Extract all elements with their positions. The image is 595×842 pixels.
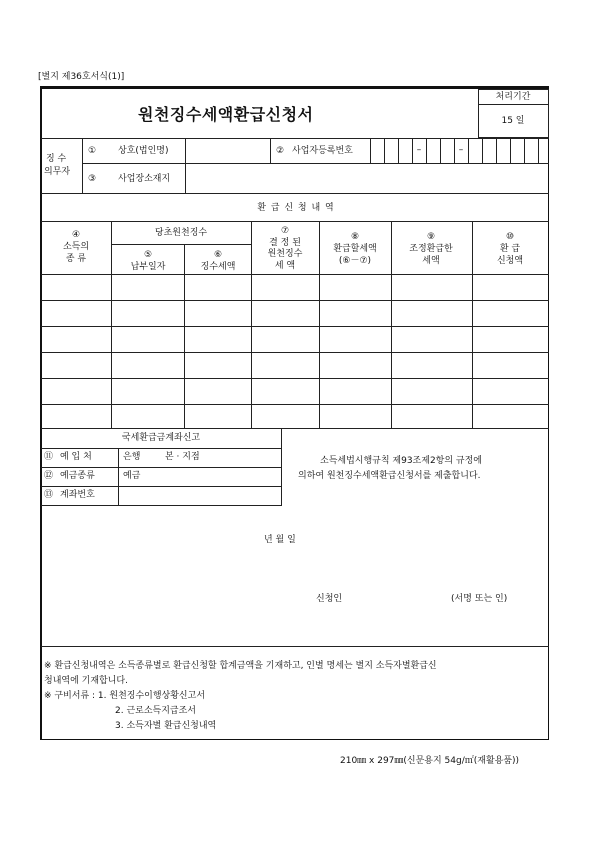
num-2: ② (276, 146, 285, 156)
refund-section-title: 환 급 신 청 내 역 (257, 203, 335, 213)
col-determined-tax: ⑦ 결 정 된 원천징수 세 액 (267, 226, 303, 271)
note-1-line-1: ※ 환급신청내역은 소득종류별로 환급신청할 합계금액을 기재하고, 인별 명세는 별지 소득자별환급신 (44, 661, 437, 671)
paper-spec: 210㎜ x 297㎜(신문용지 54g/㎡(재활용품)) (340, 756, 520, 766)
deposit-type-label: 예금종류 (60, 471, 95, 481)
declaration-line-1: 소득세법시행규칙 제93조제2항의 규정에 (320, 456, 483, 466)
note-2-line-1: ※ 구비서류 : 1. 원천징수이행상황신고서 (44, 691, 206, 701)
account-title: 국세환급금계좌신고 (121, 433, 201, 443)
signature-label: (서명 또는 인) (451, 594, 508, 604)
account-number-label: 계좌번호 (60, 490, 95, 500)
address-field[interactable] (187, 165, 548, 192)
bizno-dash-1: – (416, 145, 422, 155)
applicant-field[interactable] (360, 588, 448, 608)
taxpayer-label-2: 의무자 (44, 167, 71, 177)
num-1: ① (88, 146, 97, 156)
col-adjusted-tax: ⑨ 조정환급한 세액 (409, 232, 453, 266)
processing-label: 처리기간 (495, 92, 531, 102)
form-title: 원천징수세액환급신청서 (138, 105, 314, 124)
declaration-line-2: 의하여 원천징수세액환급신청서를 제출합니다. (298, 471, 481, 481)
col-payment-date: ⑤ 납부일자 (130, 250, 166, 272)
num-11: ⑪ (44, 452, 54, 462)
col-refund-request: ⑩ 환 급 신청액 (496, 232, 524, 266)
col-refund-tax: ⑧ 환급할세액 (⑥－⑦) (333, 232, 377, 266)
taxpayer-label-1: 징 수 (46, 154, 67, 164)
company-name-field[interactable] (187, 140, 269, 162)
col-withheld-tax: ⑥ 징수세액 (200, 250, 236, 272)
form-reference: [별지 제36호서식(1)] (38, 72, 125, 82)
business-number-label: 사업자등록번호 (292, 146, 353, 156)
account-number-field[interactable] (120, 488, 280, 505)
bank-label: 예 입 처 (60, 452, 92, 462)
declaration-date: 년 월 일 (264, 535, 296, 545)
address-label: 사업장소재지 (118, 174, 171, 184)
bizno-dash-2: – (458, 145, 464, 155)
processing-value: 15 일 (501, 116, 525, 126)
col-group-original: 당초원천징수 (154, 228, 208, 238)
applicant-label: 신청인 (316, 594, 343, 604)
num-12: ⑫ (44, 471, 54, 481)
bank-value: 은행 (123, 452, 141, 462)
deposit-type-value: 예금 (123, 471, 141, 481)
note-2-line-3: 3. 소득자별 환급신청내역 (115, 721, 217, 731)
num-3: ③ (88, 174, 97, 184)
note-1-line-2: 청내역에 기재합니다. (44, 676, 128, 686)
col-income-type: ④ 소득의 종 류 (62, 230, 90, 264)
company-name-label: 상호(법인명) (118, 146, 169, 156)
note-2-line-2: 2. 근로소득지급조서 (115, 706, 197, 716)
branch-value: 본 · 지점 (165, 452, 200, 462)
num-13: ⑬ (44, 490, 54, 500)
